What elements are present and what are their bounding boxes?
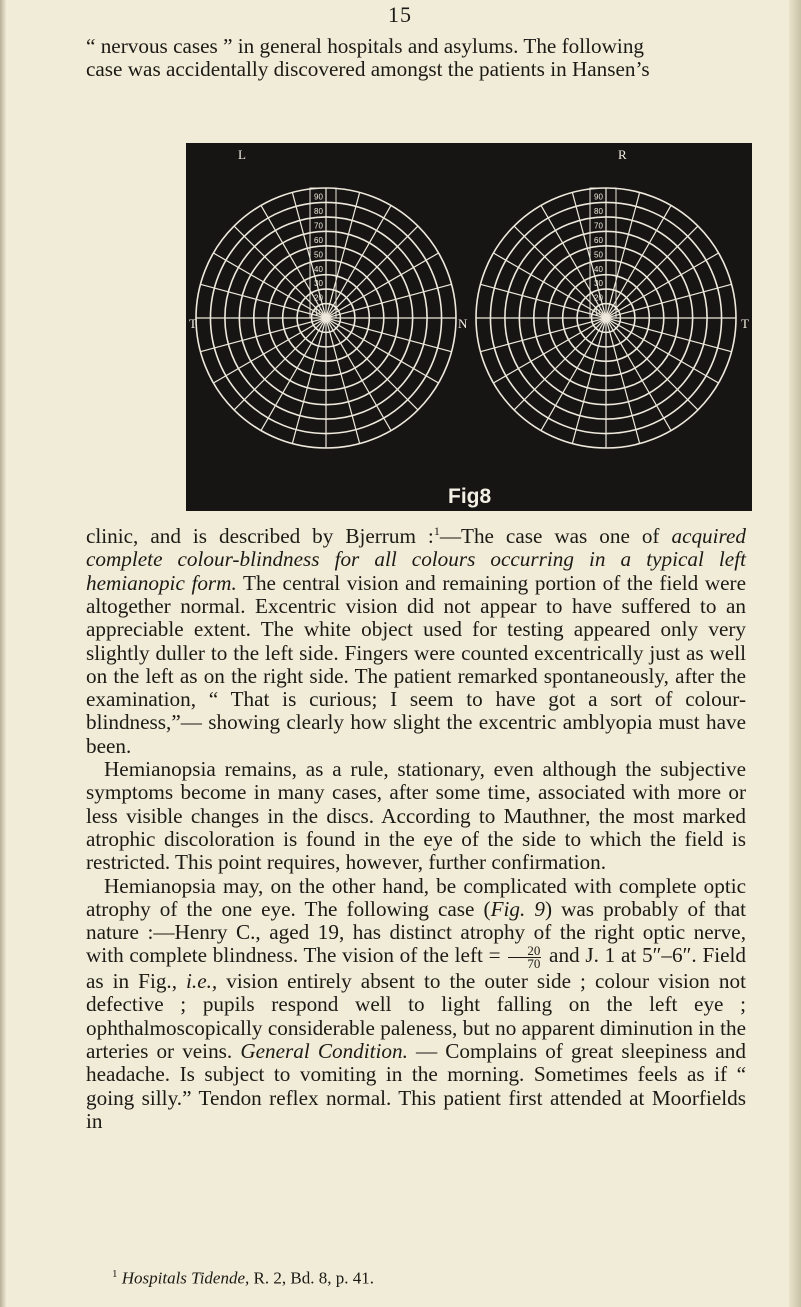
- degree-label: 50: [314, 250, 323, 260]
- degree-label: 60: [594, 235, 603, 245]
- degree-label: 20: [314, 293, 323, 303]
- degree-label: 10: [314, 308, 323, 318]
- footnote-details: R. 2, Bd. 8, p. 41.: [249, 1268, 374, 1288]
- nasal-label: N: [458, 316, 468, 331]
- footnote: [112, 1264, 752, 1289]
- visual-field-chart: [186, 143, 752, 511]
- footnote-mark: 1: [112, 1268, 118, 1280]
- top-line-2: case was accidentally discovered amongst the patients in Hansen’s: [86, 57, 650, 82]
- degree-label: 80: [314, 207, 323, 216]
- para3-a: Hemianopsia may, on the other hand, be complicated with complete optic atrophy of the one eye. The following case (: [86, 873, 746, 921]
- para3-c: and J. 1 at 5″–6″. Field as in Fig.,: [86, 943, 746, 994]
- page-edge-left: [0, 0, 6, 1307]
- left-eye-field: [196, 188, 456, 448]
- para3-d: vision entirely absent to the outer side ; colour vision not defective ; pupils respond well to light falling on the left eye ; ophthalmoscopically considerable paleness, but no apparent diminution in the arteries or veins.: [86, 969, 746, 1063]
- main-text: [86, 520, 746, 1133]
- right-eye-field: [476, 188, 736, 448]
- top-line-1: “ nervous cases ” in general hospitals and asylums. The following: [86, 34, 645, 58]
- para3-b: ) was probably of that nature :—Henry C., aged 19, has distinct atrophy of the right optic nerve, with complete blindness. The vision of the left =: [86, 896, 746, 968]
- temporal-label-left: T: [189, 316, 197, 331]
- degree-label: 10: [594, 308, 603, 318]
- ie-italic: i.e.,: [186, 969, 218, 994]
- visual-field-figure: [186, 143, 752, 511]
- page-number: 15: [388, 2, 412, 27]
- paragraph-3: [86, 875, 746, 1134]
- degree-label: 70: [314, 221, 323, 231]
- fraction-denominator: 70: [527, 956, 541, 972]
- degree-label: 20: [594, 293, 603, 303]
- figure-caption: Fig8: [448, 485, 492, 508]
- degree-label: 50: [594, 250, 603, 260]
- degree-label: 40: [314, 264, 323, 274]
- degree-label: 40: [594, 264, 603, 274]
- page-edge-right: [789, 0, 801, 1307]
- opening-text: [86, 35, 746, 82]
- paragraph-2: Hemianopsia remains, as a rule, stationary, even although the subjective symptoms become in many cases, after some time, associated with more or less visible changes in the discs. According to Mauthner, the most marked atrophic discoloration is found in the eye of the side to which the field is restricted. This point requires, however, further confirmation.: [86, 757, 746, 875]
- degree-label: 30: [314, 279, 323, 289]
- temporal-label-right: T: [741, 316, 749, 331]
- degree-label: 60: [314, 235, 323, 245]
- para1-italic: acquired complete colour-blindness for all colours occurring in a typical left hemianopic form.: [86, 524, 746, 595]
- degree-label: 30: [594, 279, 603, 289]
- degree-label: 90: [594, 192, 603, 202]
- left-eye-label: L: [238, 147, 246, 162]
- footnote-ref: 1: [433, 524, 440, 538]
- degree-label: 80: [594, 207, 603, 216]
- degree-label: 70: [594, 221, 603, 231]
- right-eye-label: R: [618, 147, 627, 162]
- paragraph-1: [86, 520, 746, 758]
- degree-label: 90: [314, 192, 323, 202]
- para3-e: — Complains of great sleepiness and headache. Is subject to vomiting in the morning. Sometimes feels as if “ going silly.” Tendon reflex normal. This patient first attended at Moorfields in: [86, 1038, 746, 1133]
- para1-mid: —The case was one of: [439, 524, 672, 549]
- para1-rest: The central vision and remaining portion of the field were altogether normal. Excentric vision did not appear to have suffered to an appreciable extent. The white object used for testing appeared only very slightly duller to the left side. Fingers were counted excentrically just as well on the left as on the right side. The patient remarked spontaneously, after the examination, “ That is curious; I seem to have got a sort of colour-blindness,”— showing clearly how slight the excentric amblyopia must have been.: [86, 570, 746, 758]
- footnote-source: Hospitals Tidende,: [121, 1268, 250, 1288]
- fig-9-ref: Fig. 9: [490, 896, 545, 921]
- general-condition-heading: General Condition.: [240, 1038, 408, 1063]
- fraction-numerator: 20: [508, 945, 541, 958]
- para1-lead: clinic, and is described by Bjerrum :: [86, 524, 434, 549]
- vision-fraction: [508, 945, 541, 970]
